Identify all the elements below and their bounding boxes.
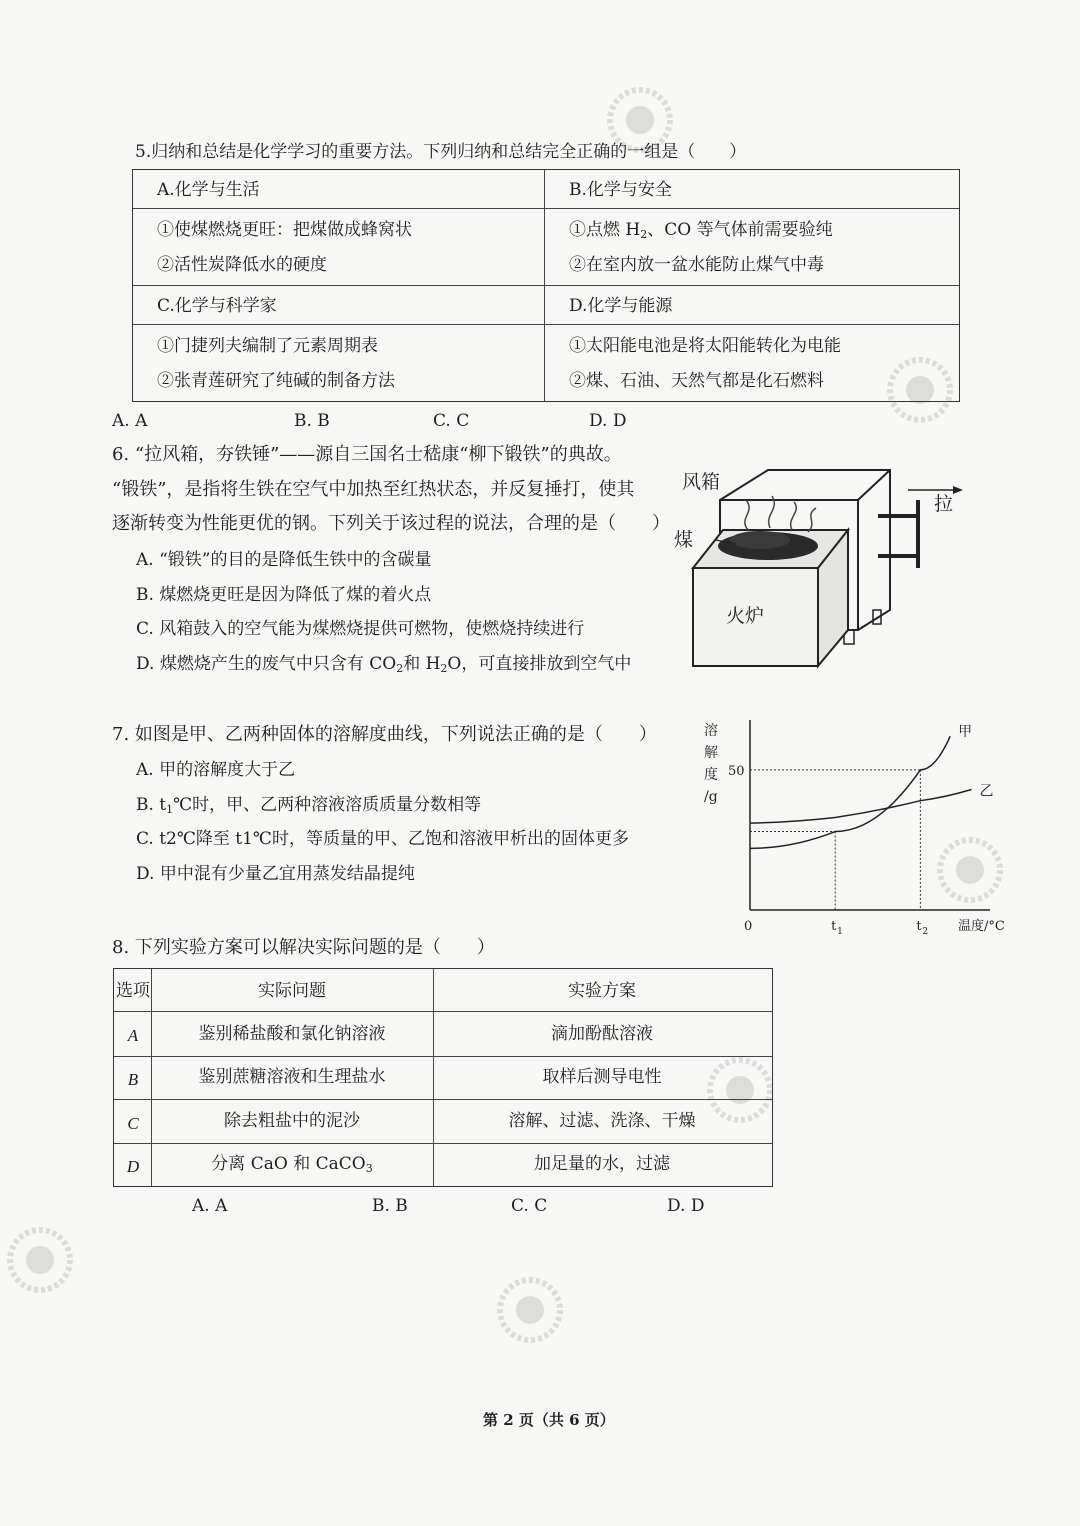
label-coal: 煤 [674, 529, 694, 551]
y-axis-label-char: 度 [704, 767, 718, 783]
q7-option-b[interactable]: B. $t_1℃$时，甲、乙两种溶液溶质质量分数相等 [136, 795, 482, 816]
q6-option-b[interactable]: B. 煤燃烧更旺是因为降低了煤的着火点 [136, 585, 432, 605]
q8-row-c-option: C [127, 1114, 139, 1133]
q8-header-problem: 实际问题 [258, 981, 326, 1001]
q5-cell-a1: ①使煤燃烧更旺：把煤做成蜂窝状 [157, 220, 412, 240]
q5-cell-d2: ②煤、石油、天然气都是化石燃料 [569, 371, 824, 391]
y-axis-label-char: 溶 [704, 723, 718, 739]
q8-table [113, 968, 773, 1187]
q8-row-c-problem: 除去粗盐中的泥沙 [224, 1111, 360, 1131]
q5-option-b[interactable]: B. B [294, 411, 330, 431]
q8-option-a[interactable]: A. A [192, 1196, 228, 1216]
q7-option-a[interactable]: A. 甲的溶解度大于乙 [136, 760, 296, 780]
q5-option-d[interactable]: D. D [589, 411, 627, 431]
series-label-jia: 甲 [958, 724, 973, 741]
x-tick-sub-t1: 1 [837, 927, 843, 935]
curve-yi [750, 789, 971, 823]
q6-stem-line1: 6. “拉风箱，夯铁锤”——源自三国名士嵇康“柳下锻铁”的典故。 [112, 444, 622, 465]
solubility-chart [690, 715, 1010, 935]
q8-header-option: 选项 [116, 981, 150, 1001]
q5-cell-c1: ①门捷列夫编制了元素周期表 [157, 336, 378, 356]
q5-cell-c-head: C.化学与科学家 [157, 296, 277, 316]
x-tick-label-t2: t [916, 919, 922, 934]
label-pull: 拉 [934, 493, 954, 515]
page-footer: 第 2 页（共 6 页） [483, 1411, 615, 1429]
q6-option-c[interactable]: C. 风箱鼓入的空气能为煤燃烧提供可燃物，使燃烧持续进行 [136, 619, 585, 639]
q6-stem-line3: 逐渐转变为性能更优的钢。下列关于该过程的说法，合理的是（ ） [112, 513, 670, 534]
q8-row-d-option: D [126, 1157, 140, 1176]
q8-row-b-plan: 取样后测导电性 [542, 1067, 662, 1087]
origin-label: 0 [744, 919, 753, 934]
q8-row-b-problem: 鉴别蔗糖溶液和生理盐水 [198, 1067, 386, 1087]
q5-cell-b1: ①点燃 $H_2$、CO 等气体前需要验纯 [569, 220, 833, 241]
q7-option-d[interactable]: D. 甲中混有少量乙宜用蒸发结晶提纯 [136, 864, 415, 884]
q5-cell-a2: ②活性炭降低水的硬度 [157, 255, 327, 275]
q8-option-c[interactable]: C. C [511, 1196, 548, 1216]
q5-cell-d-head: D.化学与能源 [569, 296, 673, 316]
q8-header-plan: 实验方案 [568, 981, 636, 1001]
q5-cell-a-head: A.化学与生活 [157, 180, 260, 200]
q7-stem: 7. 如图是甲、乙两种固体的溶解度曲线，下列说法正确的是（ ） [112, 724, 657, 745]
x-tick-label-t1: t [831, 919, 837, 934]
q8-row-d-problem: 分离 CaO 和 CaCO$_3$ [211, 1154, 373, 1175]
q6-option-a[interactable]: A. “锻铁”的目的是降低生铁中的含碳量 [136, 550, 432, 570]
watermark-logo [600, 60, 780, 180]
q7-option-c[interactable]: C. t2℃降至 t1℃时，等质量的甲、乙饱和溶液甲析出的固体更多 [136, 829, 629, 849]
label-furnace: 火炉 [726, 605, 765, 627]
q5-cell-b2: ②在室内放一盆水能防止煤气中毒 [569, 255, 824, 275]
furnace-bellows-figure [668, 460, 968, 675]
q5-stem: 5.归纳和总结是化学学习的重要方法。下列归纳和总结完全正确的一组是（ ） [135, 142, 747, 162]
series-label-yi: 乙 [979, 783, 994, 800]
q8-row-a-plan: 滴加酚酞溶液 [551, 1024, 653, 1044]
q8-row-d-plan: 加足量的水，过滤 [534, 1154, 670, 1174]
q5-cell-b-head: B.化学与安全 [569, 180, 672, 200]
y-tick-label: 50 [728, 763, 745, 779]
y-axis-label-char: /g [704, 789, 718, 805]
y-axis-label-char: 解 [704, 745, 718, 761]
q8-row-a-problem: 鉴别稀盐酸和氯化钠溶液 [198, 1024, 386, 1044]
x-tick-sub-t2: 2 [922, 927, 929, 935]
q5-cell-c2: ②张青莲研究了纯碱的制备方法 [157, 371, 395, 391]
q6-stem-line2: “锻铁”，是指将生铁在空气中加热至红热状态，并反复捶打，使其 [112, 479, 635, 500]
q8-row-c-plan: 溶解、过滤、洗涤、干燥 [508, 1111, 696, 1131]
q5-table [132, 169, 960, 402]
x-axis-label: 温度/°C [958, 919, 1005, 934]
q8-option-b[interactable]: B. B [372, 1196, 408, 1216]
q8-option-d[interactable]: D. D [667, 1196, 705, 1216]
q8-row-a-option: A [127, 1026, 139, 1045]
q5-cell-d1: ①太阳能电池是将太阳能转化为电能 [569, 336, 841, 356]
q8-row-b-option: B [127, 1070, 139, 1089]
q8-stem: 8. 下列实验方案可以解决实际问题的是（ ） [112, 937, 495, 958]
q6-option-d[interactable]: D. 煤燃烧产生的废气中只含有 $CO_2$和 $H_2O$，可直接排放到空气中 [136, 654, 632, 675]
watermark-logo [490, 1250, 610, 1370]
watermark-logo [0, 1200, 120, 1320]
q5-option-c[interactable]: C. C [433, 411, 470, 431]
label-bellows: 风箱 [682, 471, 721, 493]
q5-option-a[interactable]: A. A [112, 411, 148, 431]
